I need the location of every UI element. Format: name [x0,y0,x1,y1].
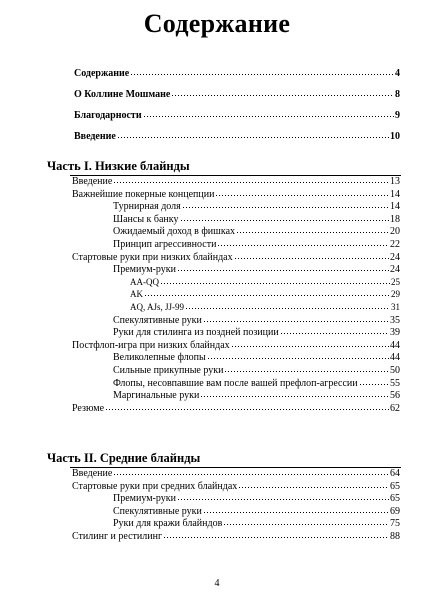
toc-entry-label: Введение [74,131,116,142]
toc-entry-page: 14 [390,201,400,213]
toc-entry[interactable] [113,265,400,275]
toc-entry[interactable] [74,90,400,100]
toc-entry-label: Стилинг и рестилинг [72,531,163,542]
toc-entry-page: 24 [390,264,400,276]
toc-entry-label: Спекулятивные руки [113,505,202,517]
toc-entry-label: Руки для стилинга из поздней позиции [113,327,279,339]
dot-leader [113,182,389,183]
toc-entry-label: Турнирная доля [113,201,181,213]
toc-entry[interactable] [113,391,400,401]
toc-entry-label: Благодарности [74,110,142,121]
toc-entry[interactable] [72,177,400,187]
toc-entry-page: 29 [391,289,400,300]
toc-entry[interactable] [113,494,400,504]
toc-entry-label: Стартовые руки при средних блайндах [72,480,238,492]
toc-entry-page: 10 [390,131,400,142]
toc-entry-page: 13 [390,176,400,187]
toc-entry-page: 22 [390,239,400,250]
toc-entry[interactable] [113,519,400,529]
toc-entry-label: Резюме [72,402,105,414]
toc-entry-page: 65 [390,480,400,492]
part-heading[interactable]: Часть II. Средние блайнды [47,451,201,465]
dot-leader [280,333,389,334]
toc-entry-label: Руки для кражи блайндов [113,518,223,530]
toc-entry-page: 20 [390,226,400,238]
toc-entry-label: Содержание [74,68,130,79]
toc-entry-page: 9 [395,110,400,121]
toc-entry-page: 24 [390,251,400,263]
part-heading[interactable]: Часть I. Низкие блайнды [47,159,190,173]
dot-leader [163,537,389,538]
toc-entry[interactable] [113,316,400,326]
dot-leader [200,396,389,397]
toc-entry-label: О Коллине Мошмане [74,89,171,100]
toc-entry[interactable] [113,328,400,338]
dot-leader [215,195,389,196]
dot-leader [185,308,390,309]
toc-entry-label: Важнейшие покерные концепции [72,188,215,200]
toc-entry-label: AQ, AJs, JJ-99 [130,302,185,312]
toc-entry-page: 18 [390,213,400,225]
toc-entry-label: Сильные прикупные руки [113,365,224,376]
toc-entry-page: 8 [395,89,400,100]
toc-entry-page: 4 [395,68,400,79]
part-rule [70,175,401,176]
toc-entry-label: AA-QQ [130,276,159,287]
toc-entry-page: 44 [390,352,400,364]
toc-entry-label: Шансы к банку [113,213,179,225]
toc-entry-label: Стартовые руки при низких блайндах [72,251,233,263]
toc-entry-page: 64 [390,468,400,479]
toc-entry-label: Спекулятивные руки [113,314,202,326]
toc-entry[interactable] [130,303,400,312]
toc-entry-label: Ожидаемый доход в фишках [113,226,236,238]
toc-entry[interactable] [72,532,400,542]
dot-leader [231,346,389,347]
toc-entry[interactable] [74,111,400,121]
dot-leader [234,258,389,259]
toc-entry[interactable] [72,341,400,351]
dot-leader [182,207,389,208]
toc-entry[interactable] [72,469,400,479]
toc-entry[interactable] [113,227,400,237]
toc-entry[interactable] [113,379,400,389]
toc-entry-page: 56 [390,390,400,402]
dot-leader [223,524,389,525]
toc-entry-page: 50 [390,365,400,376]
toc-entry-page: 62 [390,402,400,414]
toc-entry[interactable] [113,353,400,363]
toc-entry-label: Постфлоп-игра при низких блайндах [72,339,230,351]
toc-entry-page: 75 [390,518,400,530]
dot-leader [359,384,389,385]
dot-leader [224,371,389,372]
page-title: Содержание [143,9,291,38]
toc-entry[interactable] [74,69,400,79]
toc-entry[interactable] [113,240,400,250]
toc-entry-page: 65 [390,493,400,505]
toc-entry-page: 88 [390,531,400,542]
part-rule [70,467,401,468]
toc-entry-label: Флопы, несовпавшие вам после вашей префлоп-агрессии [113,377,358,389]
toc-entry[interactable] [113,507,400,517]
dot-leader [171,95,394,96]
dot-leader [177,499,389,500]
toc-entry[interactable] [130,290,400,299]
toc-entry[interactable] [72,482,400,492]
toc-entry-page: 31 [391,302,400,312]
toc-entry-label: AK [130,289,143,300]
dot-leader [238,487,389,488]
dot-leader [217,245,389,246]
dot-leader [160,283,390,284]
toc-entry-page: 44 [390,339,400,351]
dot-leader [117,137,389,138]
toc-entry[interactable] [72,190,400,200]
dot-leader [207,358,389,359]
dot-leader [143,116,394,117]
dot-leader [180,220,390,221]
toc-entry-page: 69 [390,505,400,517]
toc-entry[interactable] [113,215,400,225]
toc-entry[interactable] [72,404,400,414]
dot-leader [203,512,389,513]
toc-entry-label: Премиум-руки [113,264,176,276]
toc-entry-label: Премиум-руки [113,493,176,505]
dot-leader [177,270,389,271]
dot-leader [236,232,389,233]
toc-entry-label: Великолепные флопы [113,352,206,364]
toc-entry-page: 14 [390,188,400,200]
dot-leader [113,474,389,475]
dot-leader [105,409,389,410]
toc-entry-page: 25 [391,276,400,287]
toc-entry[interactable] [130,278,400,287]
dot-leader [144,295,390,296]
toc-entry-label: Маргинальные руки [113,390,200,402]
dot-leader [130,74,394,75]
toc-entry-page: 35 [390,314,400,326]
toc-entry-label: Введение [72,176,113,187]
page-number: 4 [214,578,220,589]
toc-entry[interactable] [72,253,400,263]
toc-entry-label: Введение [72,468,113,479]
toc-entry-label: Принцип агрессивности [113,239,217,250]
dot-leader [203,321,389,322]
toc-entry[interactable] [113,366,400,376]
toc-entry[interactable] [74,132,400,142]
toc-entry-page: 55 [390,377,400,389]
toc-entry[interactable] [113,202,400,212]
toc-entry-page: 39 [390,327,400,339]
